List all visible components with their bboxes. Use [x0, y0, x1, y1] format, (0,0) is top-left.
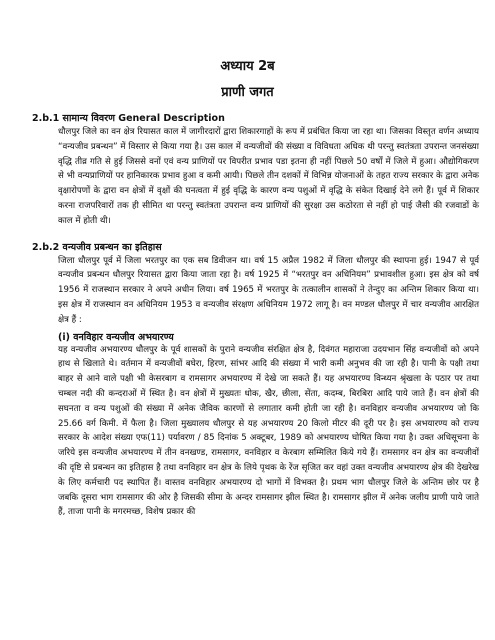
subheading-vanvihar-sanctuary: (i) वनविहार वन्यजीव अभयारण्य	[58, 331, 174, 343]
page-title: प्राणी जगत	[221, 85, 274, 100]
section-heading-general-description: 2.b.1 सामान्य विवरण General Description	[32, 113, 225, 124]
paragraph-general-description: धौलपुर जिले का वन क्षेत्र रियासत काल में जागीरदारों द्वारा शिकारगाहों के रूप में प्रबंधित किया जा रहा था। जिसका विस्तृत वर्णन अध्याय “वन्यजीव प्रबन्धन” में विस्तार से किया गया है। उस काल में वन्यजीवों की संख्या व विविधता अधिक थी परन्तु स्वतंत्रता उपरान्त जनसंख्या वृद्धि तीव्र गति से हुई जिससे वनों एवं वन्य प्राणियों पर विपरीत प्रभाव पडा इतना ही नहीं पिछले 50 वर्षों में जिले में हुआ। औद्योगिकरण से भी वन्यप्राणियों पर हानिकारक प्रभाव हुआ व कमी आयी। पिछले तीन दशकों में विभिन्न योजनाओं के तहत राज्य सरकार के द्वारा अनेक वृक्षारोपणों के द्वारा वन क्षेत्रों में वृक्षों की घनत्वता में हुई वृद्धि के कारण वन्य पशुओं में वृद्धि के संकेत दिखाई देने लगे हैं। पूर्व में शिकार करना राजपरिवारों तक ही सीमित था परन्तु स्वतंत्रता उपरान्त वन्य प्राणियों की सुरक्षा उस कठोरता से नहीं हो पाई जैसी की रजवाडों के काल में होती थी।	[58, 127, 479, 226]
chapter-label: अध्याय 2ब	[220, 59, 275, 74]
paragraph-wildlife-history: जिला धौलपुर पूर्व में जिला भरतपुर का एक सब डिवीजन था। वर्ष 15 अप्रैल 1982 में जिला धौलपुर की स्थापना हुई। 1947 से पूर्व वन्यजीव प्रबन्धन धौलपुर रियासत द्वारा किया जाता रहा है। वर्ष 1925 में “भरतपुर वन अधिनियम” प्रभावशील हुआ। इस क्षेत्र को वर्ष 1956 में राजस्थान सरकार ने अपने अधीन लिया। वर्ष 1965 में भरतपुर के तत्कालीन शासकों ने तेन्दुए का अन्तिम शिकार किया था। इस क्षेत्र में राजस्थान वन अधिनियम 1953 व वन्यजीव संरक्षण अधिनियम 1972 लागू है। वन मण्डल धौलपुर में चार वन्यजीव आरक्षित क्षेत्र हैं :	[58, 255, 479, 325]
section-heading-wildlife-history: 2.b.2 वन्यजीव प्रबन्धन का इतिहास	[32, 241, 162, 253]
paragraph-vanvihar-sanctuary: यह वन्यजीव अभयारण्य धौलपुर के पूर्व शासकों के पुराने वन्यजीव संरक्षित क्षेत्र है, दिवंगत महाराजा उदयभान सिंह वन्यजीवों को अपने हाथ से खिलाते थे। वर्तमान में वन्यजीवों बघेरा, हिरण, सांभर आदि की संख्या में भारी कमी अनुभव की जा रही है। पानी के पक्षी तथा बाहर से आने वाले पक्षी भी केसरबाग व रामसागर अभयारण्य में देखे जा सकते हैं। यह अभयारण्य विन्ध्यन श्रृंखला के पठार पर तथा चम्बल नदी की कन्दराओं में स्थित है। वन क्षेत्रों में मुख्यतः धोक, खैर, छीला, सेंता, कदम्ब, बिरबिरा आदि पाये जाते हैं। वन क्षेत्रों की सघनता व वन्य पशुओं की संख्या में अनेक जैविक कारणों से लगातार कमी होती जा रही है। वनविहार वन्यजीव अभयारण्य जो कि 25.66 वर्ग किमी. में फैला है। जिला मुख्यालय धौलपुर से यह अभयारण्य 20 किलो मीटर की दूरी पर है। इस अभयारण्य को राज्य सरकार के आदेश संख्या एफ(11) पर्यावरण / 85 दिनांक 5 अक्टूबर, 1989 को अभयारण्य घोषित किया गया है। उक्त अधिसूचना के जरिये इस वन्यजीव अभयारण्य में तीन वनखण्ड, रामसागर, वनविहार व केरबाग सम्मिलित किये गये हैं। रामसागर वन क्षेत्र का वन्यजीवों की दृष्टि से प्रबन्धन का इतिहास है तथा वनविहार वन क्षेत्र के लिये पृथक के रेंज सृजित कर वहां उक्त वन्यजीव अभयारण्य क्षेत्र की देखरेख के लिए कर्मचारी पद स्थापित हैं। वास्तव वनविहार अभयारण्य दो भागों में विभक्त है। प्रथम भाग धौलपुर जिले के अन्तिम छोर पर है जबकि दूसरा भाग रामसागर की ओर है जिसकी सीमा के अन्दर रामसागर झील स्थित है। रामसागर झील में अनेक जलीय प्राणी पाये जाते हैं, ताजा पानी के मगरमच्छ, विशेष प्रकार की	[58, 344, 479, 518]
